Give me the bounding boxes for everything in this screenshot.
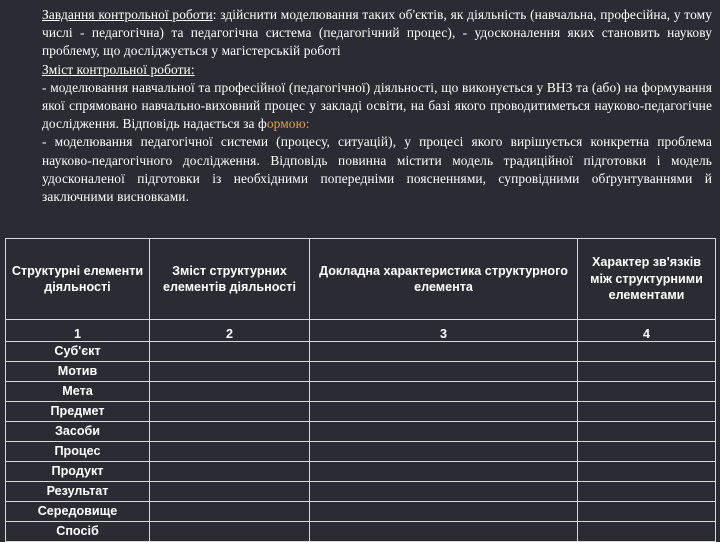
task-body: : здійснити моделювання таких об'єктів, як діяльність (навчальна, професійна, у тому числі - педагогічна) та педагогічна система (педагогічний процес), - удосконалення яких становить наукову проблему, що досліджується у магістерській роботі xyxy=(42,7,712,59)
activity-structure-table xyxy=(5,238,716,542)
header-structural-elements: Структурні елементи діяльності xyxy=(6,239,150,320)
content-title-line xyxy=(6,61,712,79)
table-header-row xyxy=(6,239,716,320)
element-label: Спосіб xyxy=(6,522,150,542)
table-cell xyxy=(310,402,578,422)
element-label: Мета xyxy=(6,382,150,402)
table-cell xyxy=(578,502,716,522)
table-row xyxy=(6,442,716,462)
table-cell xyxy=(578,422,716,442)
table-cell xyxy=(578,462,716,482)
table-cell xyxy=(310,382,578,402)
table-cell xyxy=(150,522,310,542)
table-cell xyxy=(578,482,716,502)
table-row xyxy=(6,502,716,522)
table-row xyxy=(6,362,716,382)
content-item-2-text: - моделювання педагогічної системи (процесу, ситуацій), у процесі якого вирішується конкретна проблема науково-педагогічного дослідження. Відповідь повинна містити модель традиційної підготовки і модель удосконаленої підготовки із необхідними попередніми поясненнями, супровідними обґрунтуваннями й заключними висновками. xyxy=(42,134,712,205)
table-cell xyxy=(150,422,310,442)
task-paragraph xyxy=(6,6,712,61)
table-row xyxy=(6,422,716,442)
column-number-row xyxy=(6,320,716,342)
column-number: 2 xyxy=(150,320,310,342)
table-cell xyxy=(310,422,578,442)
table-row xyxy=(6,342,716,362)
table-cell xyxy=(578,402,716,422)
table-cell xyxy=(150,502,310,522)
table-row xyxy=(6,522,716,542)
table-cell xyxy=(578,382,716,402)
element-label: Предмет xyxy=(6,402,150,422)
table-cell xyxy=(150,462,310,482)
element-label: Суб'єкт xyxy=(6,342,150,362)
table-cell xyxy=(578,342,716,362)
table-cell xyxy=(310,462,578,482)
table-cell xyxy=(310,442,578,462)
table-cell xyxy=(578,362,716,382)
content-item-2 xyxy=(6,133,712,206)
table-row xyxy=(6,462,716,482)
content-item-1 xyxy=(6,79,712,134)
task-title: Завдання контрольної роботи xyxy=(42,7,213,22)
table-row xyxy=(6,482,716,502)
content-item-1-text: - моделювання навчальної та професійної (педагогічної) діяльності, що виконується у ВНЗ та (або) на формування якої спрямовано навчально-виховний процес у закладі освіти, на базі якого проводитиметься науково-педагогічне дослідження. Відповідь надається за ф xyxy=(42,79,712,132)
element-label: Мотив xyxy=(6,362,150,382)
table-cell xyxy=(310,502,578,522)
table-row xyxy=(6,402,716,422)
content-title: Зміст контрольної роботи: xyxy=(42,61,195,77)
element-label: Результат xyxy=(6,482,150,502)
header-elements-content: Зміст структурних елементів діяльності xyxy=(150,239,310,320)
table-cell xyxy=(578,522,716,542)
element-label: Засоби xyxy=(6,422,150,442)
table-cell xyxy=(310,482,578,502)
column-number: 4 xyxy=(578,320,716,342)
table-cell xyxy=(150,342,310,362)
table-cell xyxy=(310,522,578,542)
content-item-1-highlight: ормою: xyxy=(266,116,310,132)
element-label: Процес xyxy=(6,442,150,462)
table-cell xyxy=(578,442,716,462)
element-label: Продукт xyxy=(6,462,150,482)
task-description xyxy=(6,6,712,206)
column-number: 3 xyxy=(310,320,578,342)
table-cell xyxy=(310,362,578,382)
header-detailed-characteristic: Докладна характеристика структурного елемента xyxy=(310,239,578,320)
element-label: Середовище xyxy=(6,502,150,522)
table-cell xyxy=(150,362,310,382)
header-connections-nature: Характер зв'язків між структурними елементами xyxy=(578,239,716,320)
table-cell xyxy=(310,342,578,362)
table-cell xyxy=(150,482,310,502)
table-cell xyxy=(150,382,310,402)
table-row xyxy=(6,382,716,402)
column-number: 1 xyxy=(6,320,150,342)
table-cell xyxy=(150,442,310,462)
table-cell xyxy=(150,402,310,422)
